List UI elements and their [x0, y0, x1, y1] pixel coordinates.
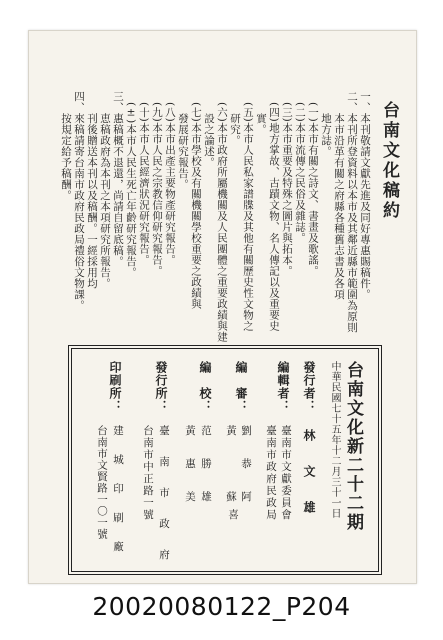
- notice-item: 一、本刊敬請文獻先進及同好專惠賜稿件。: [359, 91, 371, 300]
- reviewer-name: 劉 恭 阿: [240, 425, 252, 508]
- notice-item: 恵稿政府為本刊之本項研究所報告。: [99, 91, 111, 289]
- notice-item: (十)本市人民經濟狀況研究報告。: [138, 91, 150, 266]
- editor-label: 編輯者：: [276, 361, 290, 413]
- notice-item: (三)本市重要及特殊之圖片與拓本。: [281, 91, 293, 277]
- notice-item: 二、本刊所登資料以本市及其鄰近縣市範圍為原則: [346, 91, 358, 333]
- notice-item: 四、來稿請寄台南市政府民政局禮俗文物課。: [73, 91, 85, 311]
- notice-item: 刊後贈送本刊以及稿酬。一經採用均: [86, 91, 98, 289]
- page-caption: 20020080122_P204: [92, 592, 351, 621]
- notice-item: (±)本市人民生死亡年齡研究報告。: [125, 91, 137, 278]
- reviewer-label: 編 審：: [234, 361, 248, 413]
- editor-line: 臺南市政府民政局: [265, 425, 277, 521]
- issue-title: 台南文化新二十二期: [343, 361, 363, 532]
- notice-item: 實。: [255, 91, 267, 135]
- proofreader-label: 編 校：: [198, 361, 212, 413]
- notice-item: (九)本市人民之宗教信仰研究報告。: [151, 91, 163, 277]
- editor-line: 臺南市文獻委員會: [280, 425, 292, 521]
- reviewer-name: 黃 蘇: [225, 425, 237, 508]
- notice-item: (八)本市出產主要物產研究報告。: [164, 91, 176, 266]
- printer-label: 印刷所：: [108, 361, 122, 413]
- printer-line: 台南市文賢路一〇一號: [96, 425, 108, 540]
- notice-item: 地方誌。: [320, 91, 332, 157]
- issuer-label: 發行所：: [154, 361, 168, 413]
- notice-item: 三、惠稿概不退還，尚請自留底稿。: [112, 91, 124, 267]
- notice-item: 設之論述。: [203, 91, 215, 168]
- proofreader-name: 范 勝 雄: [200, 425, 212, 508]
- issuer-line: 臺 南 市 政 府: [158, 425, 170, 565]
- reviewer-suffix: 喜: [227, 509, 239, 520]
- notice-title: 台南文化稿約: [379, 101, 399, 221]
- proofreader-name: 黃 惠 美: [184, 425, 196, 508]
- notice-item: 按規定給予稿酬。: [60, 91, 72, 201]
- notice-item: (二)本市流傳之民俗及雜誌。: [294, 91, 306, 244]
- imprint-box: [68, 345, 382, 575]
- notice-item: 發展研究報告。: [177, 91, 189, 190]
- printer-line: 建 城 印 刷 廠: [112, 425, 124, 556]
- notice-item: (四)地方掌故、古蹟文物、名人傳記以及重要史: [268, 91, 280, 332]
- notice-item: (七)本市學校及有關機關學校重要之政績與: [190, 91, 202, 310]
- publisher-label: 發行者：: [302, 361, 316, 413]
- notice-item: (六)本市政府所屬機關及人民團體之重要政績與建: [216, 91, 228, 343]
- publisher-name: 林 文 雄: [302, 429, 316, 519]
- notice-item: 研究。: [229, 91, 241, 146]
- notice-item: 本市沿革有關之府縣各種舊志書及各項: [333, 91, 345, 300]
- notice-item: (一)本市有關之詩文、書畫及歌謠。: [307, 91, 319, 277]
- issue-date: 中華民國七十五年十二月三十一日: [329, 361, 340, 519]
- document-page: [28, 30, 417, 584]
- issuer-line: 台南市中正路一號: [142, 425, 154, 521]
- notice-item: (五)本市人民私家譜牒及其他有關歷史性文物之: [242, 91, 254, 332]
